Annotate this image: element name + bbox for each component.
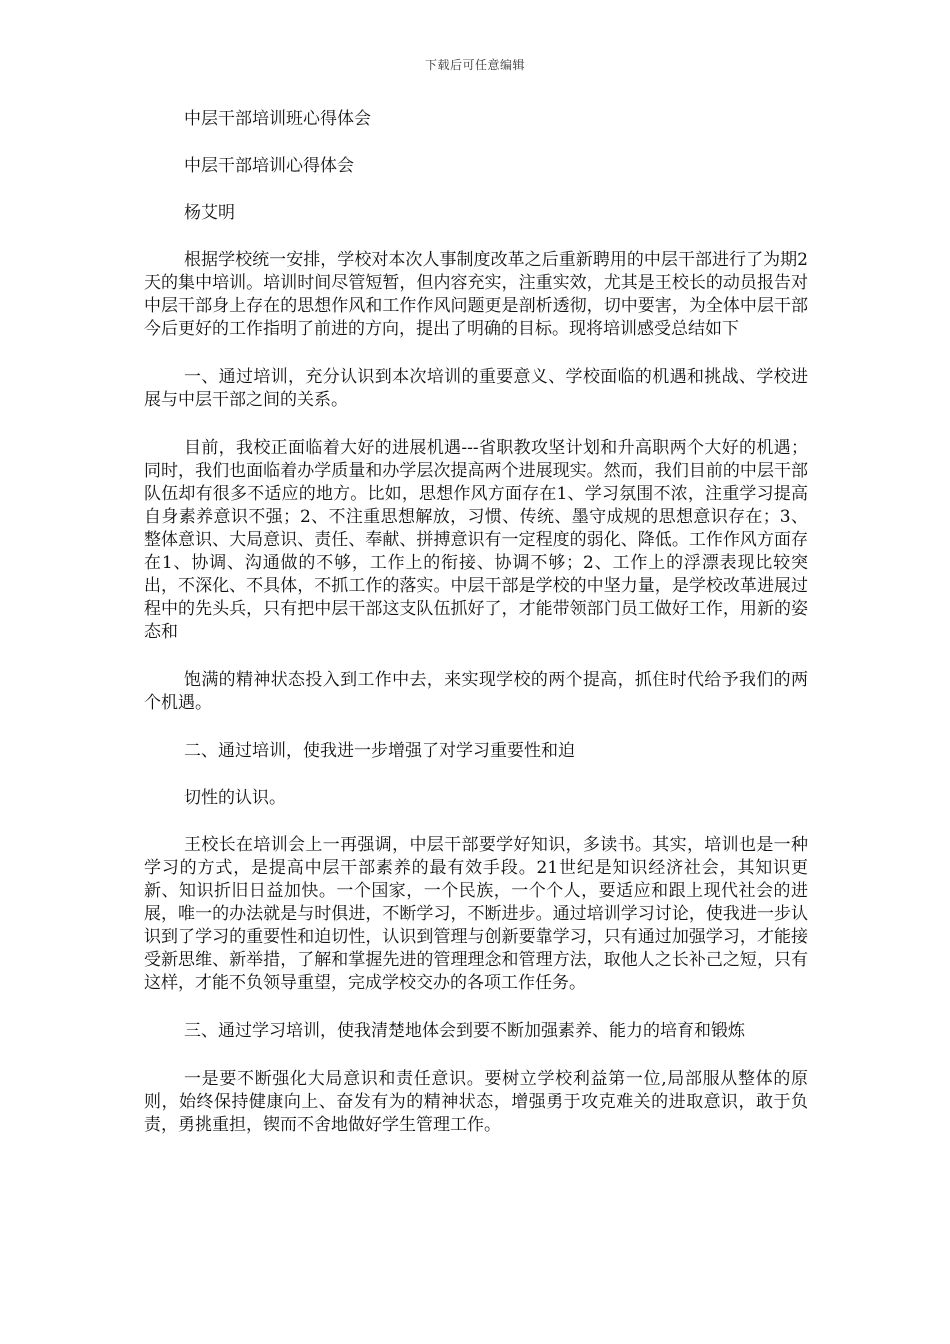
section-heading-3: 三、通过学习培训，使我清楚地体会到要不断加强素养、能力的培育和锻炼: [184, 1021, 745, 1041]
section-heading-2-continued: 切性的认识。: [184, 788, 286, 808]
section-heading-2: 二、通过培训，使我进一步增强了对学习重要性和迫: [184, 741, 575, 761]
document-subtitle: 中层干部培训心得体会: [184, 156, 354, 176]
section-heading-1: 一、通过培训，充分认识到本次培训的重要意义、学校面临的机遇和挑战、学校进展与中层干部之间的关系。: [144, 367, 808, 410]
paragraph-section-1-body: 目前，我校正面临着大好的进展机遇---省职教攻坚计划和升高职两个大好的机遇；同时，我们也面临着办学质量和办学层次提高两个进展现实。然而，我们目前的中层干部队伍却有很多不适应的地方。比如，思想作风方面存在1、学习氛围不浓，注重学习提高自身素养意识不强；2、不注重思想解放，习惯、传统、墨守成规的思想意识存在；3、整体意识、大局意识、责任、奉献、拼搏意识有一定程度的弱化、降低。工作作风方面存在1、协调、沟通做的不够，工作上的衔接、协调不够；2、工作上的浮漂表现比较突出，不深化、不具体，不抓工作的落实。中层干部是学校的中坚力量，是学校改革进展过程中的先头兵，只有把中层干部这支队伍抓好了，才能带领部门员工做好工作，用新的姿态和: [144, 438, 808, 642]
paragraph-intro: 根据学校统一安排，学校对本次人事制度改革之后重新聘用的中层干部进行了为期2天的集中培训。培训时间尽管短暂，但内容充实，注重实效，尤其是王校长的动员报告对中层干部身上存在的思想作风和工作作风问题更是剖析透彻，切中要害，为全体中层干部今后更好的工作指明了前进的方向，提出了明确的目标。现将培训感受总结如下: [144, 250, 808, 339]
paragraph-section-3-body: 一是要不断强化大局意识和责任意识。要树立学校利益第一位,局部服从整体的原则，始终保持健康向上、奋发有为的精神状态，增强勇于攻克难关的进取意识，敢于负责，勇挑重担，锲而不舍地做好学生管理工作。: [144, 1069, 808, 1135]
paragraph-section-1-continued: 饱满的精神状态投入到工作中去，来实现学校的两个提高，抓住时代给予我们的两个机遇。: [144, 670, 808, 713]
document-author: 杨艾明: [184, 203, 235, 223]
document-body: [144, 108, 808, 1162]
document-title: 中层干部培训班心得体会: [184, 109, 371, 129]
paragraph-section-2-body: 王校长在培训会上一再强调，中层干部要学好知识，多读书。其实，培训也是一种学习的方式，是提高中层干部素养的最有效手段。21世纪是知识经济社会，其知识更新、知识折旧日益加快。一个国家，一个民族，一个个人，要适应和跟上现代社会的进展，唯一的办法就是与时俱进，不断学习，不断进步。通过培训学习讨论，使我进一步认识到了学习的重要性和迫切性，认识到管理与创新要靠学习，只有通过加强学习，才能接受新思维、新举措，了解和掌握先进的管理理念和管理方法，取他人之长补己之短，只有这样，才能不负领导重望，完成学校交办的各项工作任务。: [144, 835, 808, 993]
page-header-note: 下载后可任意编辑: [424, 58, 525, 72]
